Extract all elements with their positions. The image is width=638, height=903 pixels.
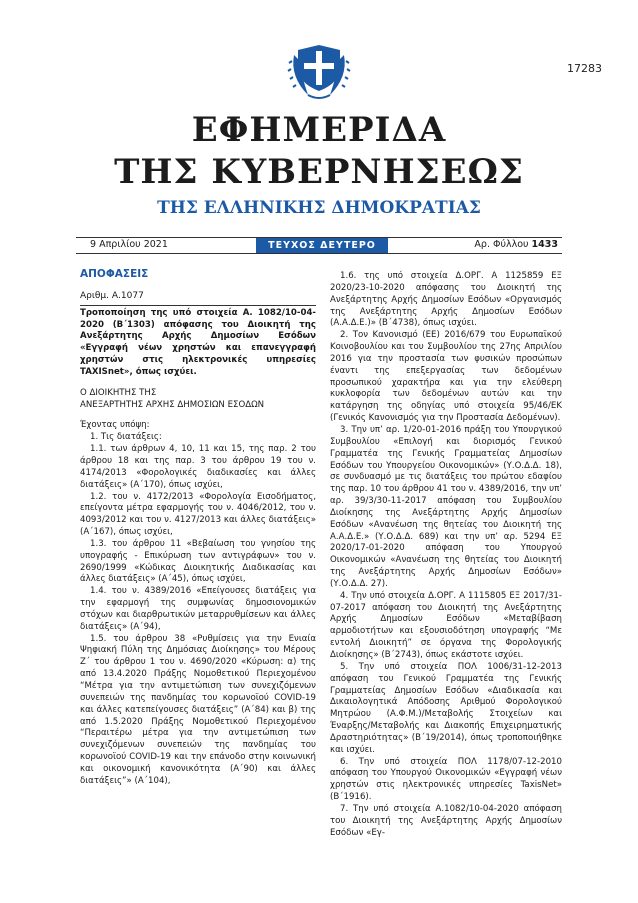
page-number: 17283 xyxy=(567,62,602,75)
body-paragraph: 1.6. της υπό στοιχεία Δ.ΟΡΓ. Α 1125859 ΕΞ 2020/23-10-2020 απόφασης του Διοικητή της Ανεξάρτητης Αρχής Δημοσίων Εσόδων «Οργανισμός της Ανεξάρτητης Αρχής Δημοσίων Εσόδων (Α.Α.Δ.Ε.)» (Β΄4738), όπως ισχύει. xyxy=(330,271,562,329)
body-paragraph: 7. Την υπό στοιχεία Α.1082/10-04-2020 απόφαση του Διοικητή της Ανεξάρτητης Αρχής Δημοσίων Εσόδων «Εγ- xyxy=(330,803,562,838)
masthead-title-line-1: ΕΦΗΜΕΡΙΔΑ xyxy=(191,110,447,150)
body-paragraph: 1.3. του άρθρου 11 «Βεβαίωση του γνησίου της υπογραφής - Επικύρωση των αντιγράφων» του ν. 2690/1999 «Κώδικας Διοικητικής Διαδικασίας και άλλες διατάξεις» (Α΄45), όπως ισχύει, xyxy=(80,538,316,585)
issue-series: ΤΕΥΧΟΣ ΔΕΥΤΕΡΟ xyxy=(256,238,388,253)
body-paragraph: 4. Την υπό στοιχεία Δ.ΟΡΓ. Α 1115805 ΕΞ 2017/31-07-2017 απόφαση του Διοικητή της Ανεξάρτητης Αρχής Δημοσίων Εσόδων «Μεταβίβαση αρμοδιοτήτων και εξουσιοδότηση υπογραφής “Με εντολή Διοικητή” σε όργανα της Φορολογικής Διοίκησης» (Β΄2743), όπως εκάστοτε ισχύει. xyxy=(330,590,562,660)
body-paragraph: 1.4. του ν. 4389/2016 «Επείγουσες διατάξεις για την εφαρμογή της συμφωνίας δημοσιονομικών στόχων και διαρθρωτικών μεταρρυθμίσεων και άλλες διατάξεις» (Α΄94), xyxy=(80,586,316,632)
body-paragraph: 2. Τον Κανονισμό (ΕΕ) 2016/679 του Ευρωπαϊκού Κοινοβουλίου και του Συμβουλίου της 27ης Απριλίου 2016 για την προστασία των φυσικών προσώπων έναντι της επεξεργασίας των δεδομένων προσωπικού χαρακτήρα και για την ελεύθερη κυκλοφορία των δεδομένων αυτών και την κατάργηση της οδηγίας υπό στοιχεία 95/46/ΕΚ (Γενικός Κανονισμός για την Προστασία Δεδομένων). xyxy=(330,330,562,424)
issue-date: 9 Απριλίου 2021 xyxy=(90,239,168,250)
body-paragraph: 6. Την υπό στοιχεία ΠΟΛ 1178/07-12-2010 απόφαση του Υπουργού Οικονομικών «Εγγραφή νέων χρηστών στις ηλεκτρονικές υπηρεσίες TaxisNet» (Β΄1916). xyxy=(330,756,562,803)
body-paragraph: 1.5. του άρθρου 38 «Ρυθμίσεις για την Ενιαία Ψηφιακή Πύλη της Δημόσιας Διοίκησης» του Μέρους Ζ΄ του άρθρου 1 του ν. 4690/2020 «Κύρωση: α) της από 13.4.2020 Πράξης Νομοθετικού Περιεχομένου “Μέτρα για την αντιμετώπιση των συνεχιζόμενων συνεπειών της πανδημίας του κορωνοϊού COVID-19 και άλλες κατεπείγουσες διατάξεις” (Α΄84) και β) της από 1.5.2020 Πράξης Νομοθετικού Περιεχομένου “Περαιτέρω μέτρα για την αντιμετώπιση των συνεχιζόμενων συνεπειών της πανδημίας του κορωνοϊού COVID-19 και την επάνοδο στην κοινωνική και οικονομική κανονικότητα (Α΄90) και άλλες διατάξεις”» (Α΄104), xyxy=(80,633,316,786)
issue-bar xyxy=(76,237,562,254)
body-paragraph: Έχοντας υπόψη: xyxy=(80,420,150,431)
sheet-number xyxy=(474,239,558,250)
body-paragraph: 3. Την υπ’ αρ. 1/20-01-2016 πράξη του Υπουργικού Συμβουλίου «Επιλογή και διορισμός Γενικού Γραμματέα της Γενικής Γραμματείας Δημοσίων Εσόδων του Υπουργείου Οικονομικών» (Υ.Ο.Δ.Δ. 18), σε συνδυασμό με τις διατάξεις του πρώτου εδαφίου της παρ. 10 του άρθρου 41 του ν. 4389/2016, την υπ’ αρ. 39/3/30-11-2017 απόφαση του Συμβουλίου Διοίκησης της Ανεξάρτητης Αρχής Δημοσίων Εσόδων «Ανανέωση της θητείας του Διοικητή της Α.Α.Δ.Ε.» (Υ.Ο.Δ.Δ. 689) και την υπ’ αρ. 5294 ΕΞ 2020/17-01-2020 απόφαση του Υπουργού Οικονομικών «Ανανέωση της θητείας του Διοικητή της Ανεξάρτητης Αρχής Δημοσίων Εσόδων» (Υ.Ο.Δ.Δ. 27). xyxy=(330,424,562,589)
body-paragraph: 1.2. του ν. 4172/2013 «Φορολογία Εισοδήματος, επείγοντα μέτρα εφαρμογής του ν. 4046/2012, του ν. 4093/2012 και του ν. 4127/2013 και άλλες διατάξεις» (Α΄167), όπως ισχύει, xyxy=(80,491,316,538)
sheet-label: Αρ. Φύλλου xyxy=(474,239,532,250)
authority-line: ΑΝΕΞΑΡΤΗΤΗΣ ΑΡΧΗΣ ΔΗΜΟΣΙΩΝ ΕΣΟΔΩΝ xyxy=(80,399,265,410)
sheet-number-value: 1433 xyxy=(531,239,558,250)
decision-number: Αριθμ. Α.1077 xyxy=(80,291,316,306)
left-column xyxy=(80,269,316,788)
body-paragraph: 1. Τις διατάξεις: xyxy=(90,432,162,443)
right-column xyxy=(330,271,562,840)
masthead-subtitle: ΤΗΣ ΕΛΛΗΝΙΚΗΣ ΔΗΜΟΚΡΑΤΙΑΣ xyxy=(157,198,481,218)
decision-title: Τροποποίηση της υπό στοιχεία Α. 1082/10-04-2020 (Β΄1303) απόφασης του Διοικητή της Ανεξάρτητης Αρχής Δημοσίων Εσόδων «Εγγραφή νέων χρηστών και επανεγγραφή χρηστών στις ηλεκτρονικές υπηρεσίες TAXISnet», όπως ισχύει. xyxy=(80,307,316,377)
authority-line: Ο ΔΙΟΙΚΗΤΗΣ ΤΗΣ xyxy=(80,387,157,398)
body-paragraph: 5. Την υπό στοιχεία ΠΟΛ 1006/31-12-2013 απόφαση του Γενικού Γραμματέα της Γενικής Γραμματείας Δημοσίων Εσόδων «Διαδικασία και Δικαιολογητικά Απόδοσης Αριθμού Φορολογικού Μητρώου (Α.Φ.Μ.)/Μεταβολής Στοιχείων και Έναρξης/Μεταβολής και Διακοπής Επιχειρηματικής Δραστηριότητας» (Β΄19/2014), όπως τροποποιήθηκε και ισχύει. xyxy=(330,661,562,755)
issuing-authority xyxy=(80,388,316,412)
greek-coat-of-arms-icon xyxy=(286,37,352,103)
section-title: ΑΠΟΦΑΣΕΙΣ xyxy=(80,268,149,280)
body-paragraph: 1.1. των άρθρων 4, 10, 11 και 15, της παρ. 2 του άρθρου 18 και της παρ. 3 του άρθρου 19 του ν. 4174/2013 «Φορολογικές διαδικασίες και άλλες διατάξεις» (Α΄170), όπως ισχύει, xyxy=(80,444,316,490)
masthead-title-line-2: ΤΗΣ ΚΥΒΕΡΝΗΣΕΩΣ xyxy=(114,152,524,192)
